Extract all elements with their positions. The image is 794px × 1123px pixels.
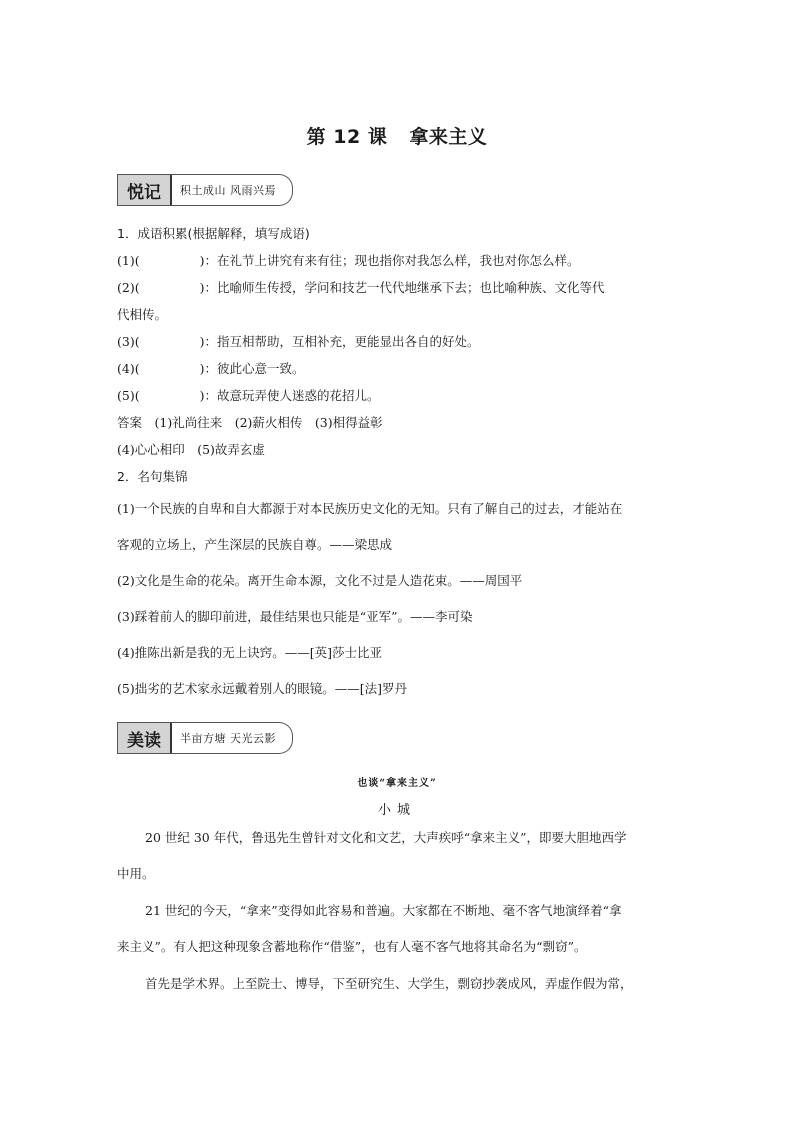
- article-title: 也谈“拿来主义”: [357, 778, 437, 789]
- section-subtitle: 积土成山 风雨兴焉: [170, 174, 293, 206]
- quote-line: (3)踩着前人的脚印前进，最佳结果也只能是“亚军”。——李可染: [117, 609, 473, 624]
- section-tag: 悦记: [117, 174, 170, 206]
- section-banner-meidu: [117, 722, 293, 754]
- paragraph-line: 首先是学术界。上至院士、博导，下至研究生、大学生，剽窃抄袭成风，弄虚作假为常，: [145, 976, 633, 991]
- paragraph-line: 20 世纪 30 年代，鲁迅先生曾针对文化和文艺，大声疾呼“拿来主义”，即要大胆地西学: [145, 830, 627, 845]
- idiom-item: (2)( )：比喻师生传授，学问和技艺一代代地继承下去；也比喻种族、文化等代: [117, 280, 605, 295]
- quote-line: 客观的立场上，产生深层的民族自尊。——梁思成: [117, 537, 393, 552]
- lesson-number: 第 12 课: [306, 126, 388, 148]
- paragraph-line: 21 世纪的今天，“拿来”变得如此容易和普遍。大家都在不断地、毫不客气地演绎着“拿: [145, 903, 622, 918]
- answer-line: (4)心心相印 (5)故弄玄虚: [117, 442, 265, 457]
- lesson-name: 拿来主义: [409, 126, 488, 148]
- idiom-heading: 1．成语积累(根据解释，填写成语): [117, 226, 310, 241]
- quote-line: (5)拙劣的艺术家永远戴着别人的眼镜。——[法]罗丹: [117, 681, 407, 696]
- idiom-item: (1)( )：在礼节上讲究有来有往；现也指你对我怎么样，我也对你怎么样。: [117, 253, 580, 268]
- paragraph-line: 中用。: [117, 866, 155, 881]
- section-subtitle: 半亩方塘 天光云影: [170, 722, 293, 754]
- idiom-item: (3)( )：指互相帮助，互相补充，更能显出各自的好处。: [117, 334, 480, 349]
- section-banner-yueji: [117, 174, 293, 206]
- article-author: 小城: [377, 803, 416, 818]
- idiom-item-continuation: 代相传。: [117, 307, 168, 322]
- quote-line: (1)一个民族的自卑和自大都源于对本民族历史文化的无知。只有了解自己的过去，才能站在: [117, 501, 623, 516]
- paragraph-line: 来主义”。有人把这种现象含蓄地称作“借鉴”，也有人毫不客气地将其命名为“剽窃”。: [117, 939, 587, 954]
- quote-line: (2)文化是生命的花朵。离开生命本源，文化不过是人造花束。——周国平: [117, 573, 523, 588]
- idiom-item: (4)( )：彼此心意一致。: [117, 361, 305, 376]
- lesson-title: [0, 122, 794, 149]
- quote-line: (4)推陈出新是我的无上诀窍。——[英]莎士比亚: [117, 645, 382, 660]
- idiom-item: (5)( )：故意玩弄使人迷惑的花招儿。: [117, 388, 380, 403]
- section-tag: 美读: [117, 722, 170, 754]
- answer-line: 答案 (1)礼尚往来 (2)薪火相传 (3)相得益彰: [117, 415, 383, 430]
- quotes-heading: 2．名句集锦: [117, 469, 188, 484]
